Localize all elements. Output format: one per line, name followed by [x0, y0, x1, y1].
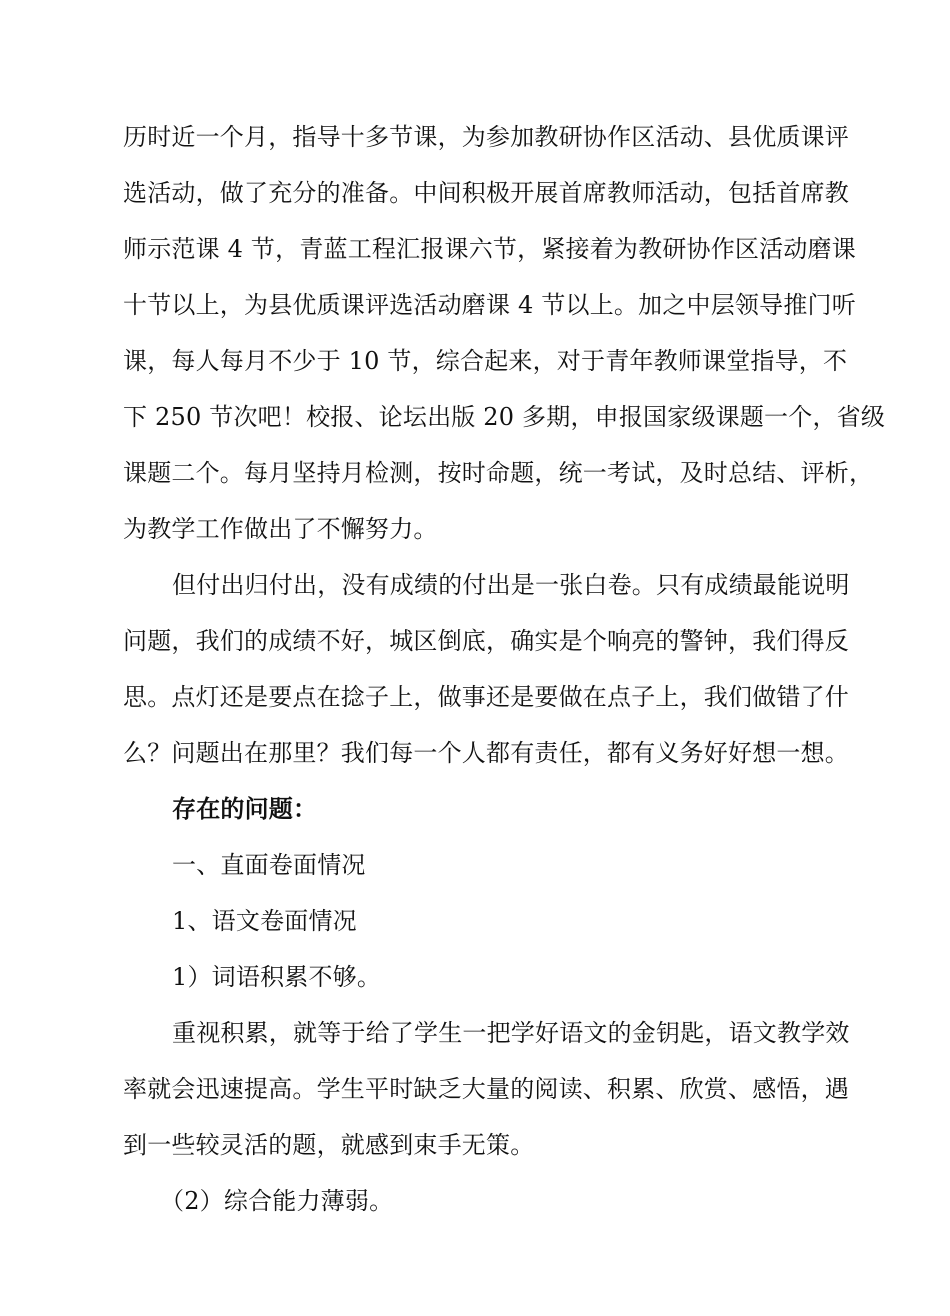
paragraph-line: 为教学工作做出了不懈努力。: [123, 515, 438, 543]
paragraph-line: 思。点灯还是要点在捻子上，做事还是要做在点子上，我们做错了什: [123, 683, 849, 711]
list-item: 1）词语积累不够。: [172, 963, 382, 991]
paragraph-line: 下 250 节次吧！校报、论坛出版 20 多期，申报国家级课题一个，省级: [123, 403, 886, 431]
paragraph-line: 么？问题出在那里？我们每一个人都有责任，都有义务好好想一想。: [123, 739, 849, 767]
section-title: 一、直面卷面情况: [172, 851, 366, 879]
paragraph-line: 问题，我们的成绩不好，城区倒底，确实是个响亮的警钟，我们得反: [123, 627, 849, 655]
paragraph-line: 重视积累，就等于给了学生一把学好语文的金钥匙，语文教学效: [172, 1019, 850, 1047]
paragraph-line: 师示范课 4 节，青蓝工程汇报课六节，紧接着为教研协作区活动磨课: [123, 235, 856, 263]
paragraph-line: 课题二个。每月坚持月检测，按时命题，统一考试，及时总结、评析，: [123, 459, 874, 487]
paragraph-line: 率就会迅速提高。学生平时缺乏大量的阅读、积累、欣赏、感悟，遇: [123, 1075, 849, 1103]
subsection-title: 1、语文卷面情况: [172, 907, 357, 935]
section-heading: 存在的问题：: [172, 794, 318, 823]
paragraph-line: 课，每人每月不少于 10 节，综合起来，对于青年教师课堂指导，不: [123, 347, 848, 375]
paragraph-line: 选活动，做了充分的准备。中间积极开展首席教师活动，包括首席教: [123, 179, 849, 207]
paragraph-line: 但付出归付出，没有成绩的付出是一张白卷。只有成绩最能说明: [172, 571, 850, 599]
paragraph-line: 历时近一个月，指导十多节课，为参加教研协作区活动、县优质课评: [123, 123, 849, 151]
list-item: （2）综合能力薄弱。: [160, 1187, 394, 1215]
paragraph-line: 到一些较灵活的题，就感到束手无策。: [123, 1131, 535, 1159]
paragraph-line: 十节以上，为县优质课评选活动磨课 4 节以上。加之中层领导推门听: [123, 291, 856, 319]
